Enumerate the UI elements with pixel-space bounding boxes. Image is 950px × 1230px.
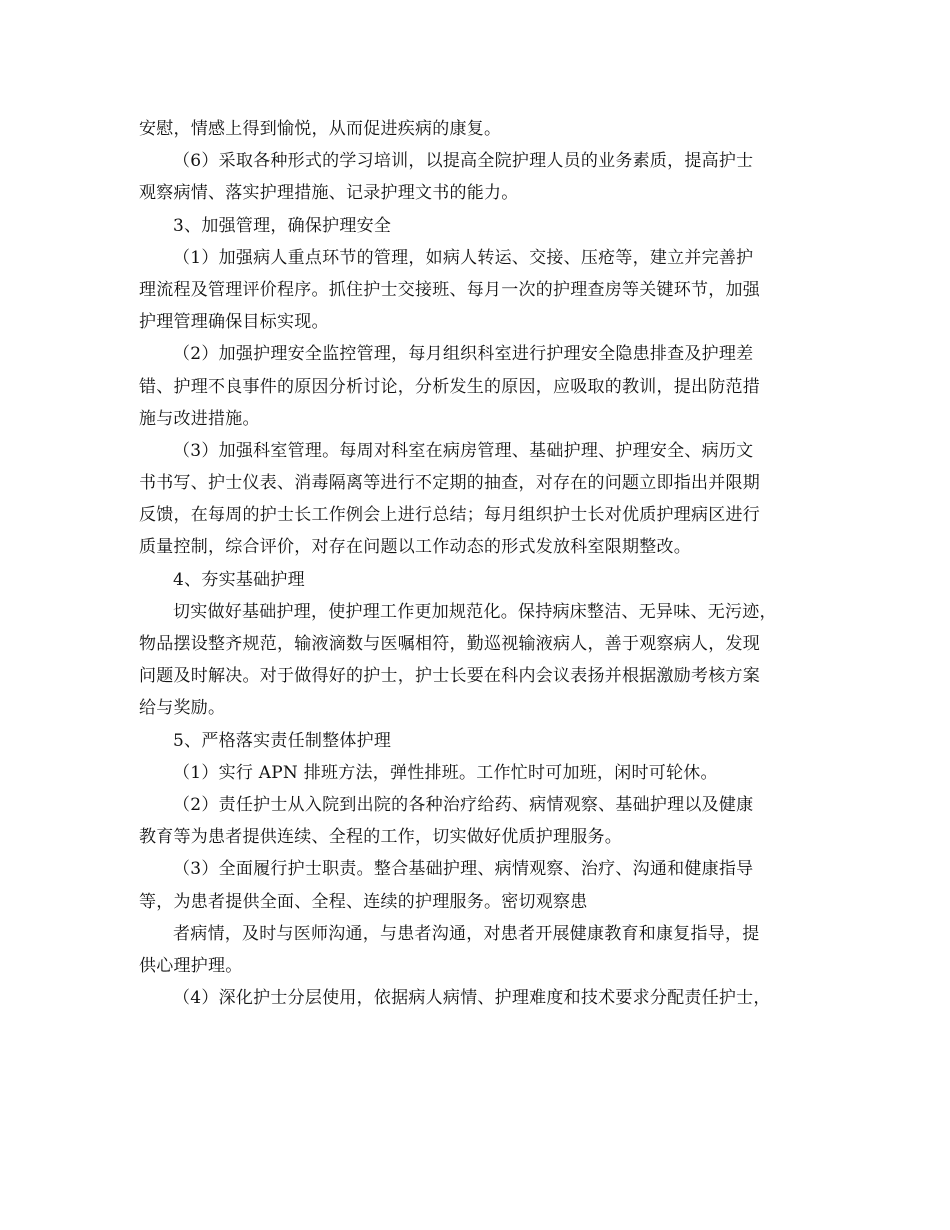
paragraph-line: 理流程及管理评价程序。抓住护士交接班、每月一次的护理查房等关键环节，加强 — [139, 279, 760, 300]
paragraph-line: 书书写、护士仪表、消毒隔离等进行不定期的抽查，对存在的问题立即指出并限期 — [139, 473, 760, 494]
paragraph-line: （2）加强护理安全监控管理，每月组织科室进行护理安全隐患排查及护理差 — [173, 344, 754, 365]
paragraph-line: 供心理护理。 — [139, 955, 243, 976]
paragraph-line: （4）深化护士分层使用，依据病人病情、护理难度和技术要求分配责任护士， — [173, 988, 771, 1009]
paragraph-line: 教育等为患者提供连续、全程的工作，切实做好优质护理服务。 — [139, 827, 622, 848]
document-body — [139, 113, 819, 1014]
paragraph-line: （3）全面履行护士职责。整合基础护理、病情观察、治疗、沟通和健康指导 — [173, 859, 754, 880]
paragraph-line: （1）加强病人重点环节的管理，如病人转运、交接、压疮等，建立并完善护 — [173, 247, 754, 268]
paragraph-line: 观察病情、落实护理措施、记录护理文书的能力。 — [139, 183, 519, 204]
paragraph-line: （2）责任护士从入院到出院的各种治疗给药、病情观察、基础护理以及健康 — [173, 794, 754, 815]
section-heading: 3、加强管理，确保护理安全 — [173, 215, 392, 236]
paragraph-line: 质量控制，综合评价，对存在问题以工作动态的形式发放科室限期整改。 — [139, 537, 691, 558]
paragraph-line: （6）采取各种形式的学习培训，以提高全院护理人员的业务素质，提高护士 — [173, 151, 754, 172]
paragraph-line: 等，为患者提供全面、全程、连续的护理服务。密切观察患 — [139, 891, 588, 912]
section-heading: 4、夯实基础护理 — [173, 569, 305, 590]
paragraph-line: 者病情，及时与医师沟通，与患者沟通，对患者开展健康教育和康复指导，提 — [173, 923, 760, 944]
paragraph-line: （1）实行 APN 排班方法，弹性排班。工作忙时可加班，闲时可轮休。 — [173, 762, 718, 783]
paragraph-line: 护理管理确保目标实现。 — [139, 312, 329, 333]
paragraph-line: 反馈，在每周的护士长工作例会上进行总结；每月组织护士长对优质护理病区进行 — [139, 505, 760, 526]
paragraph-line: 施与改进措施。 — [139, 408, 260, 429]
paragraph-line: 切实做好基础护理，使护理工作更加规范化。保持病床整洁、无异味、无污迹， — [173, 601, 777, 622]
paragraph-line: 物品摆设整齐规范，输液滴数与医嘱相符，勤巡视输液病人，善于观察病人，发现 — [139, 634, 760, 654]
paragraph-line: （3）加强科室管理。每周对科室在病房管理、基础护理、护理安全、病历文 — [173, 440, 754, 461]
paragraph-line: 安慰，情感上得到愉悦，从而促进疾病的康复。 — [139, 119, 502, 139]
paragraph-line: 问题及时解决。对于做得好的护士，护士长要在科内会议表扬并根据激励考核方案 — [139, 666, 760, 687]
section-heading: 5、严格落实责任制整体护理 — [173, 730, 392, 751]
paragraph-line: 错、护理不良事件的原因分析讨论，分析发生的原因，应吸取的教训，提出防范措 — [139, 376, 760, 397]
paragraph-line: 给与奖励。 — [139, 698, 226, 719]
